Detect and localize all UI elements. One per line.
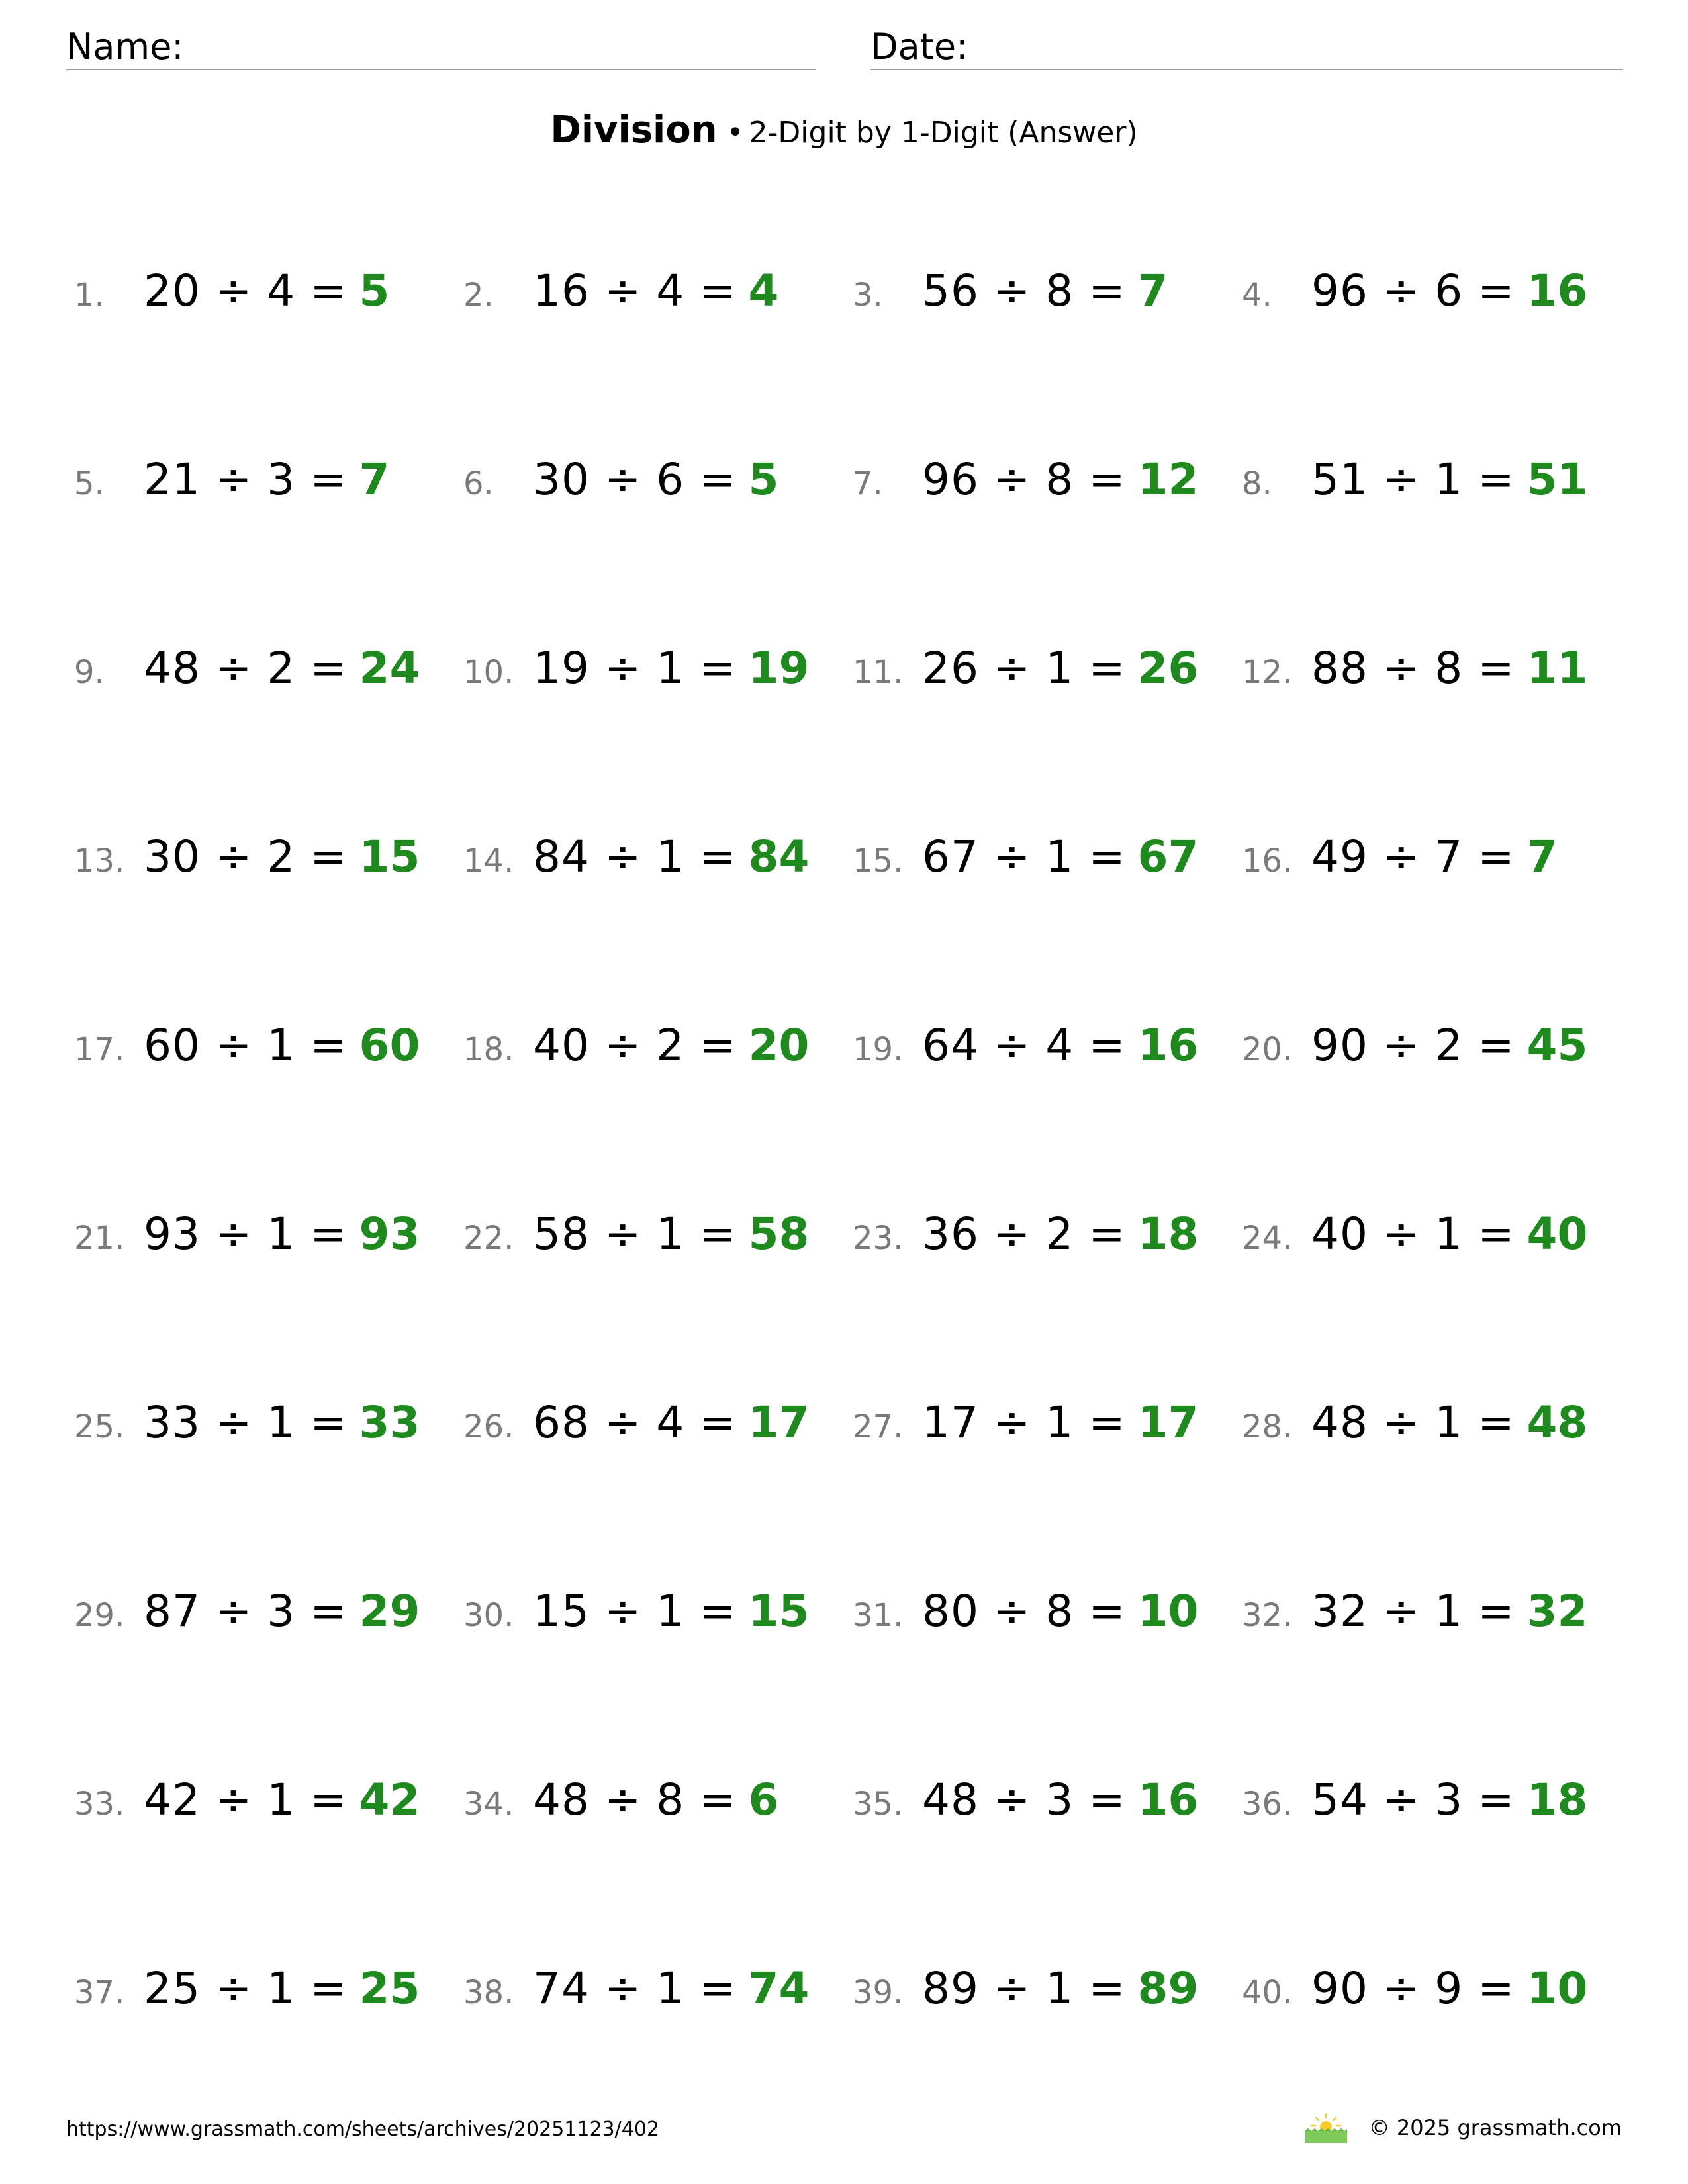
problem-item xyxy=(74,1764,463,1952)
problem-number: 15. xyxy=(853,842,904,880)
problem-number: 30. xyxy=(463,1597,514,1634)
problem-expression: 48 ÷ 2 = xyxy=(144,643,348,694)
problem-number: 21. xyxy=(74,1220,125,1257)
problem-item xyxy=(1242,443,1631,632)
problem-item xyxy=(463,1764,853,1952)
problem-item xyxy=(463,632,853,821)
problem-answer: 17 xyxy=(1137,1397,1199,1448)
footer-brand xyxy=(1303,2111,1622,2144)
problem-answer: 16 xyxy=(1526,265,1588,316)
problem-expression: 17 ÷ 1 = xyxy=(922,1397,1126,1448)
problem-number: 16. xyxy=(1242,842,1293,880)
problem-number: 20. xyxy=(1242,1031,1293,1068)
problem-item xyxy=(853,1009,1242,1198)
problem-answer: 89 xyxy=(1137,1963,1199,2014)
problem-item xyxy=(74,1198,463,1387)
problem-answer: 6 xyxy=(748,1774,779,1825)
problem-expression: 36 ÷ 2 = xyxy=(922,1208,1126,1259)
problem-number: 7. xyxy=(853,465,883,502)
problem-answer: 45 xyxy=(1526,1020,1588,1071)
problem-number: 9. xyxy=(74,654,105,691)
problem-item xyxy=(463,1952,853,2141)
problem-answer: 67 xyxy=(1137,831,1199,882)
problem-answer: 58 xyxy=(748,1208,810,1259)
problem-number: 37. xyxy=(74,1974,125,2011)
problem-number: 31. xyxy=(853,1597,904,1634)
problem-item xyxy=(1242,632,1631,821)
title-main: Division xyxy=(550,109,718,152)
problem-item xyxy=(1242,255,1631,443)
problem-expression: 93 ÷ 1 = xyxy=(144,1208,348,1259)
problem-number: 40. xyxy=(1242,1974,1293,2011)
problem-number: 13. xyxy=(74,842,125,880)
problem-item xyxy=(463,1387,853,1575)
problem-answer: 7 xyxy=(1526,831,1558,882)
problem-expression: 15 ÷ 1 = xyxy=(533,1586,737,1637)
problem-number: 24. xyxy=(1242,1220,1293,1257)
problem-answer: 15 xyxy=(748,1586,810,1637)
problem-expression: 30 ÷ 2 = xyxy=(144,831,348,882)
problem-answer: 5 xyxy=(359,265,390,316)
problem-expression: 48 ÷ 3 = xyxy=(922,1774,1126,1825)
problem-item xyxy=(853,632,1242,821)
problem-answer: 20 xyxy=(748,1020,810,1071)
problem-item xyxy=(74,1009,463,1198)
problem-answer: 29 xyxy=(359,1586,420,1637)
problem-number: 29. xyxy=(74,1597,125,1634)
problem-answer: 16 xyxy=(1137,1020,1199,1071)
problem-number: 8. xyxy=(1242,465,1272,502)
problem-item xyxy=(463,255,853,443)
problem-expression: 90 ÷ 2 = xyxy=(1311,1020,1515,1071)
problem-item xyxy=(463,443,853,632)
name-field[interactable] xyxy=(66,25,816,70)
problem-answer: 18 xyxy=(1137,1208,1199,1259)
problem-expression: 87 ÷ 3 = xyxy=(144,1586,348,1637)
problem-expression: 20 ÷ 4 = xyxy=(144,265,348,316)
problem-answer: 33 xyxy=(359,1397,420,1448)
problem-expression: 26 ÷ 1 = xyxy=(922,643,1126,694)
problem-answer: 51 xyxy=(1526,454,1588,505)
problem-number: 17. xyxy=(74,1031,125,1068)
problem-answer: 7 xyxy=(1137,265,1168,316)
sun-over-grass-icon xyxy=(1303,2111,1349,2144)
problem-number: 18. xyxy=(463,1031,514,1068)
problem-answer: 32 xyxy=(1526,1586,1588,1637)
problem-expression: 40 ÷ 2 = xyxy=(533,1020,737,1071)
problem-number: 34. xyxy=(463,1786,514,1823)
problem-item xyxy=(853,1387,1242,1575)
problem-expression: 48 ÷ 8 = xyxy=(533,1774,737,1825)
problem-number: 3. xyxy=(853,277,883,314)
problem-answer: 10 xyxy=(1137,1586,1199,1637)
problem-number: 26. xyxy=(463,1408,514,1445)
problem-expression: 30 ÷ 6 = xyxy=(533,454,737,505)
problem-item xyxy=(1242,1198,1631,1387)
problem-item xyxy=(853,1575,1242,1764)
problem-answer: 16 xyxy=(1137,1774,1199,1825)
problem-expression: 96 ÷ 8 = xyxy=(922,454,1126,505)
problem-expression: 84 ÷ 1 = xyxy=(533,831,737,882)
problem-expression: 64 ÷ 4 = xyxy=(922,1020,1126,1071)
problem-item xyxy=(463,1575,853,1764)
problem-answer: 60 xyxy=(359,1020,420,1071)
problem-number: 6. xyxy=(463,465,494,502)
problem-number: 4. xyxy=(1242,277,1272,314)
problem-number: 27. xyxy=(853,1408,904,1445)
problem-expression: 54 ÷ 3 = xyxy=(1311,1774,1515,1825)
problem-expression: 51 ÷ 1 = xyxy=(1311,454,1515,505)
problem-answer: 25 xyxy=(359,1963,420,2014)
problem-item xyxy=(463,1009,853,1198)
problem-expression: 68 ÷ 4 = xyxy=(533,1397,737,1448)
problem-item xyxy=(74,255,463,443)
problem-item xyxy=(74,1952,463,2141)
problem-item xyxy=(853,1952,1242,2141)
problem-item xyxy=(853,1764,1242,1952)
problem-answer: 11 xyxy=(1526,643,1588,694)
problem-expression: 80 ÷ 8 = xyxy=(922,1586,1126,1637)
problem-expression: 60 ÷ 1 = xyxy=(144,1020,348,1071)
problem-expression: 88 ÷ 8 = xyxy=(1311,643,1515,694)
problem-answer: 18 xyxy=(1526,1774,1588,1825)
problem-answer: 4 xyxy=(748,265,779,316)
name-label: Name: xyxy=(66,26,184,68)
problem-answer: 74 xyxy=(748,1963,810,2014)
problem-expression: 40 ÷ 1 = xyxy=(1311,1208,1515,1259)
problem-answer: 12 xyxy=(1137,454,1199,505)
problem-expression: 67 ÷ 1 = xyxy=(922,831,1126,882)
problem-expression: 74 ÷ 1 = xyxy=(533,1963,737,2014)
problem-number: 14. xyxy=(463,842,514,880)
problem-item xyxy=(74,1575,463,1764)
problem-item xyxy=(853,821,1242,1009)
problem-number: 32. xyxy=(1242,1597,1293,1634)
problem-expression: 58 ÷ 1 = xyxy=(533,1208,737,1259)
problem-answer: 10 xyxy=(1526,1963,1588,2014)
problem-number: 12. xyxy=(1242,654,1293,691)
problem-answer: 42 xyxy=(359,1774,420,1825)
problem-item xyxy=(74,1387,463,1575)
problem-expression: 33 ÷ 1 = xyxy=(144,1397,348,1448)
problem-number: 11. xyxy=(853,654,904,691)
problem-expression: 48 ÷ 1 = xyxy=(1311,1397,1515,1448)
problem-item xyxy=(463,821,853,1009)
problem-number: 23. xyxy=(853,1220,904,1257)
problem-expression: 25 ÷ 1 = xyxy=(144,1963,348,2014)
problem-item xyxy=(463,1198,853,1387)
problem-answer: 7 xyxy=(359,454,390,505)
problem-item xyxy=(1242,1387,1631,1575)
problem-number: 28. xyxy=(1242,1408,1293,1445)
copyright-text: © 2025 grassmath.com xyxy=(1368,2115,1622,2140)
problem-answer: 19 xyxy=(748,643,810,694)
problem-expression: 90 ÷ 9 = xyxy=(1311,1963,1515,2014)
problem-number: 38. xyxy=(463,1974,514,2011)
problem-item xyxy=(74,821,463,1009)
problem-expression: 49 ÷ 7 = xyxy=(1311,831,1515,882)
problem-number: 33. xyxy=(74,1786,125,1823)
problem-expression: 32 ÷ 1 = xyxy=(1311,1586,1515,1637)
footer-url[interactable]: https://www.grassmath.com/sheets/archives/20251123/402 xyxy=(66,2118,660,2141)
problem-expression: 96 ÷ 6 = xyxy=(1311,265,1515,316)
problem-expression: 16 ÷ 4 = xyxy=(533,265,737,316)
problem-answer: 93 xyxy=(359,1208,420,1259)
problem-number: 5. xyxy=(74,465,105,502)
problem-number: 36. xyxy=(1242,1786,1293,1823)
problem-expression: 42 ÷ 1 = xyxy=(144,1774,348,1825)
problem-item xyxy=(1242,821,1631,1009)
problem-item xyxy=(74,632,463,821)
title-subtitle: 2-Digit by 1-Digit (Answer) xyxy=(749,116,1138,150)
problem-grid xyxy=(74,255,1650,2141)
problem-item xyxy=(1242,1764,1631,1952)
problem-number: 1. xyxy=(74,277,105,314)
problem-number: 2. xyxy=(463,277,494,314)
problem-expression: 21 ÷ 3 = xyxy=(144,454,348,505)
problem-expression: 89 ÷ 1 = xyxy=(922,1963,1126,2014)
title-separator: • xyxy=(726,116,744,150)
problem-answer: 48 xyxy=(1526,1397,1588,1448)
date-field[interactable] xyxy=(870,25,1623,70)
problem-item xyxy=(853,443,1242,632)
problem-number: 22. xyxy=(463,1220,514,1257)
problem-answer: 15 xyxy=(359,831,420,882)
problem-answer: 24 xyxy=(359,643,420,694)
problem-answer: 17 xyxy=(748,1397,810,1448)
problem-answer: 40 xyxy=(1526,1208,1588,1259)
problem-expression: 56 ÷ 8 = xyxy=(922,265,1126,316)
problem-number: 19. xyxy=(853,1031,904,1068)
worksheet-title xyxy=(0,107,1688,156)
date-label: Date: xyxy=(870,26,968,68)
problem-item xyxy=(853,255,1242,443)
problem-number: 10. xyxy=(463,654,514,691)
problem-item xyxy=(1242,1575,1631,1764)
problem-number: 39. xyxy=(853,1974,904,2011)
problem-expression: 19 ÷ 1 = xyxy=(533,643,737,694)
problem-item xyxy=(1242,1009,1631,1198)
problem-answer: 84 xyxy=(748,831,810,882)
problem-number: 35. xyxy=(853,1786,904,1823)
problem-item xyxy=(74,443,463,632)
problem-answer: 26 xyxy=(1137,643,1199,694)
problem-number: 25. xyxy=(74,1408,125,1445)
problem-item xyxy=(853,1198,1242,1387)
problem-answer: 5 xyxy=(748,454,779,505)
